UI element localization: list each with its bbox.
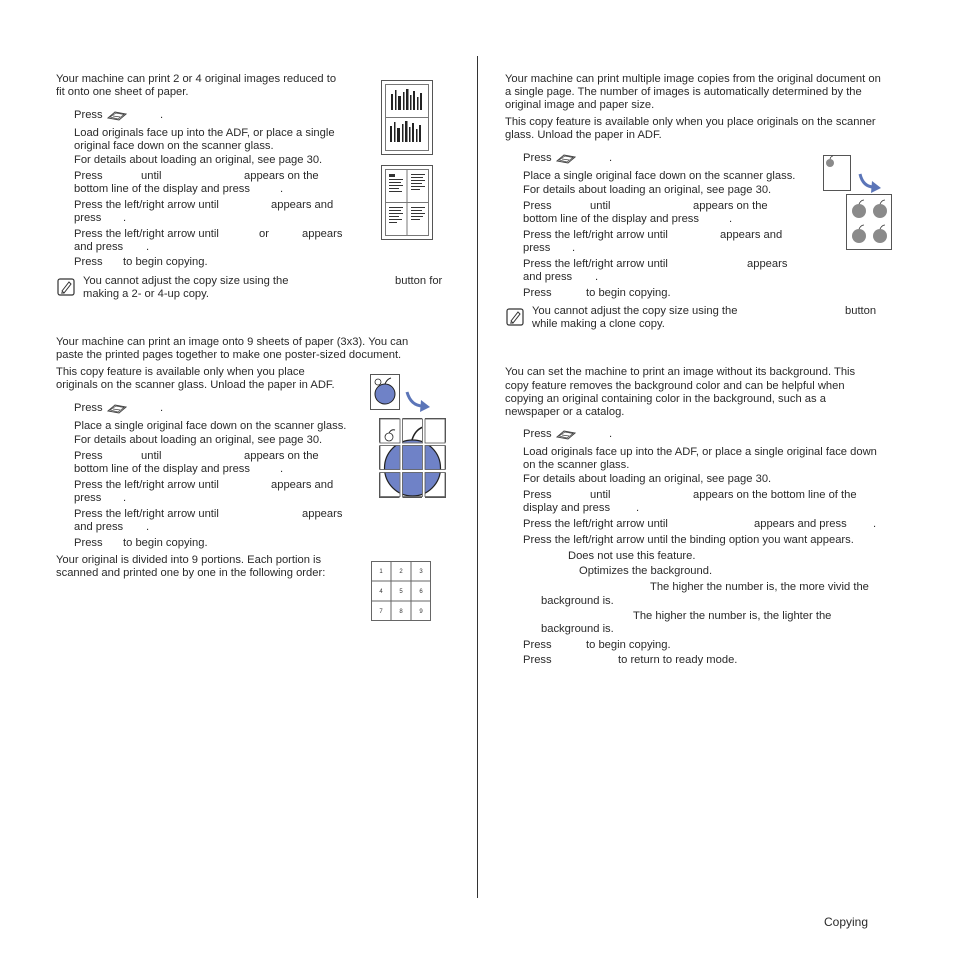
text-line: press [74,492,102,504]
text-line: paste the printed pages together to make one poster-sized document. [56,349,402,361]
text-line: Press [523,287,552,299]
text-line: newspaper or a catalog. [505,406,625,418]
text-line: . [609,428,613,440]
text-line: original face down on the scanner glass. [74,140,274,152]
two-up-illustration [381,80,433,155]
text-line: glass. Unload the paper in ADF. [505,129,662,141]
text-line: until [141,170,162,182]
text-line: to begin copying. [586,287,671,299]
poster-original-illustration [370,374,400,410]
text-line: Your original is divided into 9 portions. Each portion is [56,554,322,566]
text-line: Press [523,639,552,651]
text-line: Load originals face up into the ADF, or place a single original face down [523,446,877,458]
text-line: Press [74,402,103,414]
text-line: until [590,489,611,501]
grid-number: 2 [399,569,403,575]
text-line: This copy feature is available only when you place originals on the scanner [505,116,876,128]
text-line: appears on the [693,200,768,212]
text-line: Press [523,654,552,666]
text-line: to begin copying. [586,639,671,651]
text-line: . [636,502,640,514]
text-line: This copy feature is available only when you place [56,366,305,378]
text-line: appears on the [244,170,319,182]
text-line: press [523,242,551,254]
text-line: For details about loading an original, see page 30. [74,434,323,446]
grid-number: 1 [379,569,383,575]
text-line: appears and [271,479,334,491]
option-description: background is. [541,623,614,635]
note-icon [506,308,524,326]
text-line: . [729,213,733,225]
text-line: . [146,521,150,533]
text-line: Press the left/right arrow until [523,518,668,530]
text-line: Press [74,450,103,462]
option-description: Optimizes the background. [579,565,713,577]
text-line: original image and paper size. [505,99,655,111]
text-line: Place a single original face down on the scanner glass. [74,420,347,432]
grid-number: 5 [399,589,403,595]
text-line: copying an original containing color in the background, such as a [505,393,826,405]
text-line: appears on the bottom line of the [693,489,857,501]
text-line: bottom line of the display and press [74,463,250,475]
footer-section-label: Copying [824,915,869,929]
text-line: For details about loading an original, see page 30. [74,154,323,166]
text-line: scanned and printed one by one in the following order: [56,567,326,579]
text-line: Press [74,170,103,182]
text-line: or [259,228,269,240]
four-up-illustration [381,165,433,240]
text-line: You cannot adjust the copy size using the [532,305,738,317]
grid-number: 6 [419,589,423,595]
text-line: while making a clone copy. [532,318,665,330]
text-line: appears [302,228,343,240]
option-description: The higher the number is, the more vivid the [650,581,869,593]
arrow-icon [405,390,431,414]
text-line: and press [74,521,124,533]
text-line: appears [747,258,788,270]
text-line: until [590,200,611,212]
text-line: . [595,271,599,283]
note-icon [57,278,75,296]
text-line: appears [302,508,343,520]
grid-number: 3 [419,569,423,575]
text-line: . [123,212,127,224]
text-line: appears and [271,199,334,211]
text-line: bottom line of the display and press [74,183,250,195]
text-line: Press [74,537,103,549]
text-line: Press [523,200,552,212]
text-line: display and press [523,502,611,514]
text-line: . [123,492,127,504]
text-line: Press the left/right arrow until [74,508,219,520]
text-line: fit onto one sheet of paper. [56,86,189,98]
text-line: Press [74,256,103,268]
arrow-icon [858,172,882,196]
text-line: a single page. The number of images is automatically determined by the [505,86,862,98]
text-line: Press the left/right arrow until [74,228,219,240]
text-line: and press [74,241,124,253]
text-line: Press [523,152,552,164]
clone-copies-illustration [846,194,892,250]
text-line: on the scanner glass. [523,459,630,471]
text-line: You cannot adjust the copy size using the [83,275,289,287]
text-line: appears on the [244,450,319,462]
text-line: and press [523,271,573,283]
text-line: Press [523,428,552,440]
text-line: Press the left/right arrow until [523,258,668,270]
poster-tiles-illustration [379,418,446,498]
option-description: Does not use this feature. [568,550,696,562]
text-line: Press the left/right arrow until the binding option you want appears. [523,534,854,546]
text-line: For details about loading an original, see page 30. [523,473,772,485]
copy-button-icon [106,403,128,414]
text-line: Press the left/right arrow until [523,229,668,241]
text-line: Press [523,489,552,501]
copy-button-icon [106,110,128,121]
grid-number: 9 [419,609,423,615]
text-line: Your machine can print an image onto 9 sheets of paper (3x3). You can [56,336,409,348]
text-line: to return to ready mode. [618,654,738,666]
text-line: . [280,463,284,475]
text-line: until [141,450,162,462]
text-line: You can set the machine to print an image without its background. This [505,366,856,378]
text-line: . [146,241,150,253]
text-line: . [280,183,284,195]
text-line: appears and [720,229,783,241]
text-line: to begin copying. [123,537,208,549]
column-divider [477,56,478,898]
text-line: Load originals face up into the ADF, or place a single [74,127,335,139]
text-line: Press the left/right arrow until [74,199,219,211]
text-line: . [572,242,576,254]
text-line: For details about loading an original, see page 30. [523,184,772,196]
text-line: . [160,402,164,414]
text-line: . [160,109,164,121]
text-line: press [74,212,102,224]
clone-original-illustration [823,155,851,191]
text-line: Your machine can print 2 or 4 original images reduced to [56,73,337,85]
option-description: background is. [541,595,614,607]
text-line: button for [395,275,443,287]
text-line: originals on the scanner glass. Unload the paper in ADF. [56,379,335,391]
text-line: button [845,305,877,317]
copy-button-icon [555,153,577,164]
text-line: Press [74,109,103,121]
grid-number: 4 [379,589,383,595]
option-description: The higher the number is, the lighter the [633,610,832,622]
grid-number: 8 [399,609,403,615]
text-line: Place a single original face down on the scanner glass. [523,170,796,182]
text-line: . [609,152,613,164]
grid-number: 7 [379,609,383,615]
text-line: Press the left/right arrow until [74,479,219,491]
text-line: appears and press [754,518,847,530]
text-line: to begin copying. [123,256,208,268]
text-line: making a 2- or 4-up copy. [83,288,210,300]
text-line: bottom line of the display and press [523,213,699,225]
text-line: . [873,518,877,530]
text-line: Your machine can print multiple image copies from the original document on [505,73,881,85]
poster-order-grid [371,561,431,621]
copy-button-icon [555,429,577,440]
text-line: copy feature removes the background color and can be helpful when [505,380,845,392]
